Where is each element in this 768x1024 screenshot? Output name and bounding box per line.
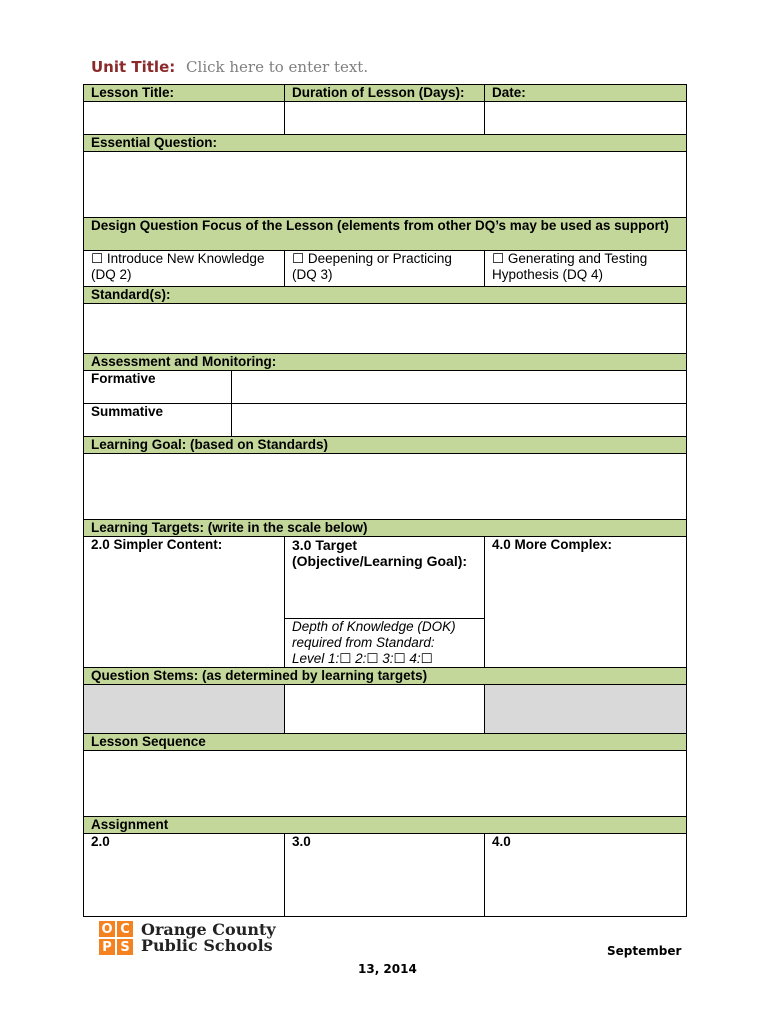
question-stem-field-1[interactable]	[84, 685, 285, 734]
dok-level-checkboxes[interactable]: Level 1:☐ 2:☐ 3:☐ 4:☐	[292, 651, 433, 666]
formative-field[interactable]	[232, 371, 687, 404]
lesson-title-label: Lesson Title:	[84, 85, 285, 102]
question-stems-header: Question Stems: (as determined by learning targets)	[84, 668, 687, 685]
duration-field[interactable]	[285, 102, 485, 135]
assignment-4-0-cell[interactable]: 4.0	[485, 834, 687, 917]
logo-line-1: Orange County	[141, 920, 276, 939]
footer-date-day-year: 13, 2014	[358, 962, 417, 976]
learning-goal-header: Learning Goal: (based on Standards)	[84, 437, 687, 454]
dq4-checkbox-option[interactable]: ☐ Generating and Testing Hypothesis (DQ 4)	[485, 251, 687, 287]
formative-label: Formative	[84, 371, 232, 404]
ocps-logo	[99, 921, 276, 955]
assignment-header: Assignment	[84, 817, 687, 834]
footer-date-month: September	[607, 944, 682, 958]
logo-line-2: Public Schools	[141, 936, 273, 955]
logo-letter-p: P	[99, 939, 115, 955]
question-stem-field-3[interactable]	[485, 685, 687, 734]
essential-question-header: Essential Question:	[84, 135, 687, 152]
assignment-2-0-cell[interactable]: 2.0	[84, 834, 285, 917]
simpler-content-cell[interactable]: 2.0 Simpler Content:	[84, 537, 285, 668]
unit-title	[91, 58, 368, 76]
essential-question-field[interactable]	[84, 152, 687, 218]
dq3-checkbox-option[interactable]: ☐ Deepening or Practicing (DQ 3)	[285, 251, 485, 287]
assessment-header: Assessment and Monitoring:	[84, 354, 687, 371]
target-cell[interactable]: 3.0 Target (Objective/Learning Goal):	[285, 537, 485, 619]
learning-goal-field[interactable]	[84, 454, 687, 520]
standards-field[interactable]	[84, 304, 687, 354]
lesson-title-field[interactable]	[84, 102, 285, 135]
dok-cell	[285, 619, 485, 668]
ocps-logo-text	[141, 922, 276, 954]
date-label: Date:	[485, 85, 687, 102]
ocps-logo-mark	[99, 921, 133, 955]
assignment-3-0-cell[interactable]: 3.0	[285, 834, 485, 917]
duration-label: Duration of Lesson (Days):	[285, 85, 485, 102]
standards-header: Standard(s):	[84, 287, 687, 304]
unit-title-field[interactable]: Click here to enter text.	[186, 58, 369, 76]
logo-letter-o: O	[99, 921, 115, 937]
design-question-header: Design Question Focus of the Lesson (elements from other DQ’s may be used as support)	[84, 218, 687, 251]
summative-label: Summative	[84, 404, 232, 437]
question-stem-field-2[interactable]	[285, 685, 485, 734]
summative-field[interactable]	[232, 404, 687, 437]
unit-title-label: Unit Title:	[91, 58, 176, 76]
logo-letter-c: C	[117, 921, 133, 937]
dq2-checkbox-option[interactable]: ☐ Introduce New Knowledge (DQ 2)	[84, 251, 285, 287]
lesson-sequence-header: Lesson Sequence	[84, 734, 687, 751]
date-field[interactable]	[485, 102, 687, 135]
more-complex-cell[interactable]: 4.0 More Complex:	[485, 537, 687, 668]
lesson-sequence-field[interactable]	[84, 751, 687, 817]
lesson-plan-table	[83, 84, 687, 917]
dok-label: Depth of Knowledge (DOK) required from Standard:	[292, 619, 456, 650]
logo-letter-s: S	[117, 939, 133, 955]
learning-targets-header: Learning Targets: (write in the scale below)	[84, 520, 687, 537]
